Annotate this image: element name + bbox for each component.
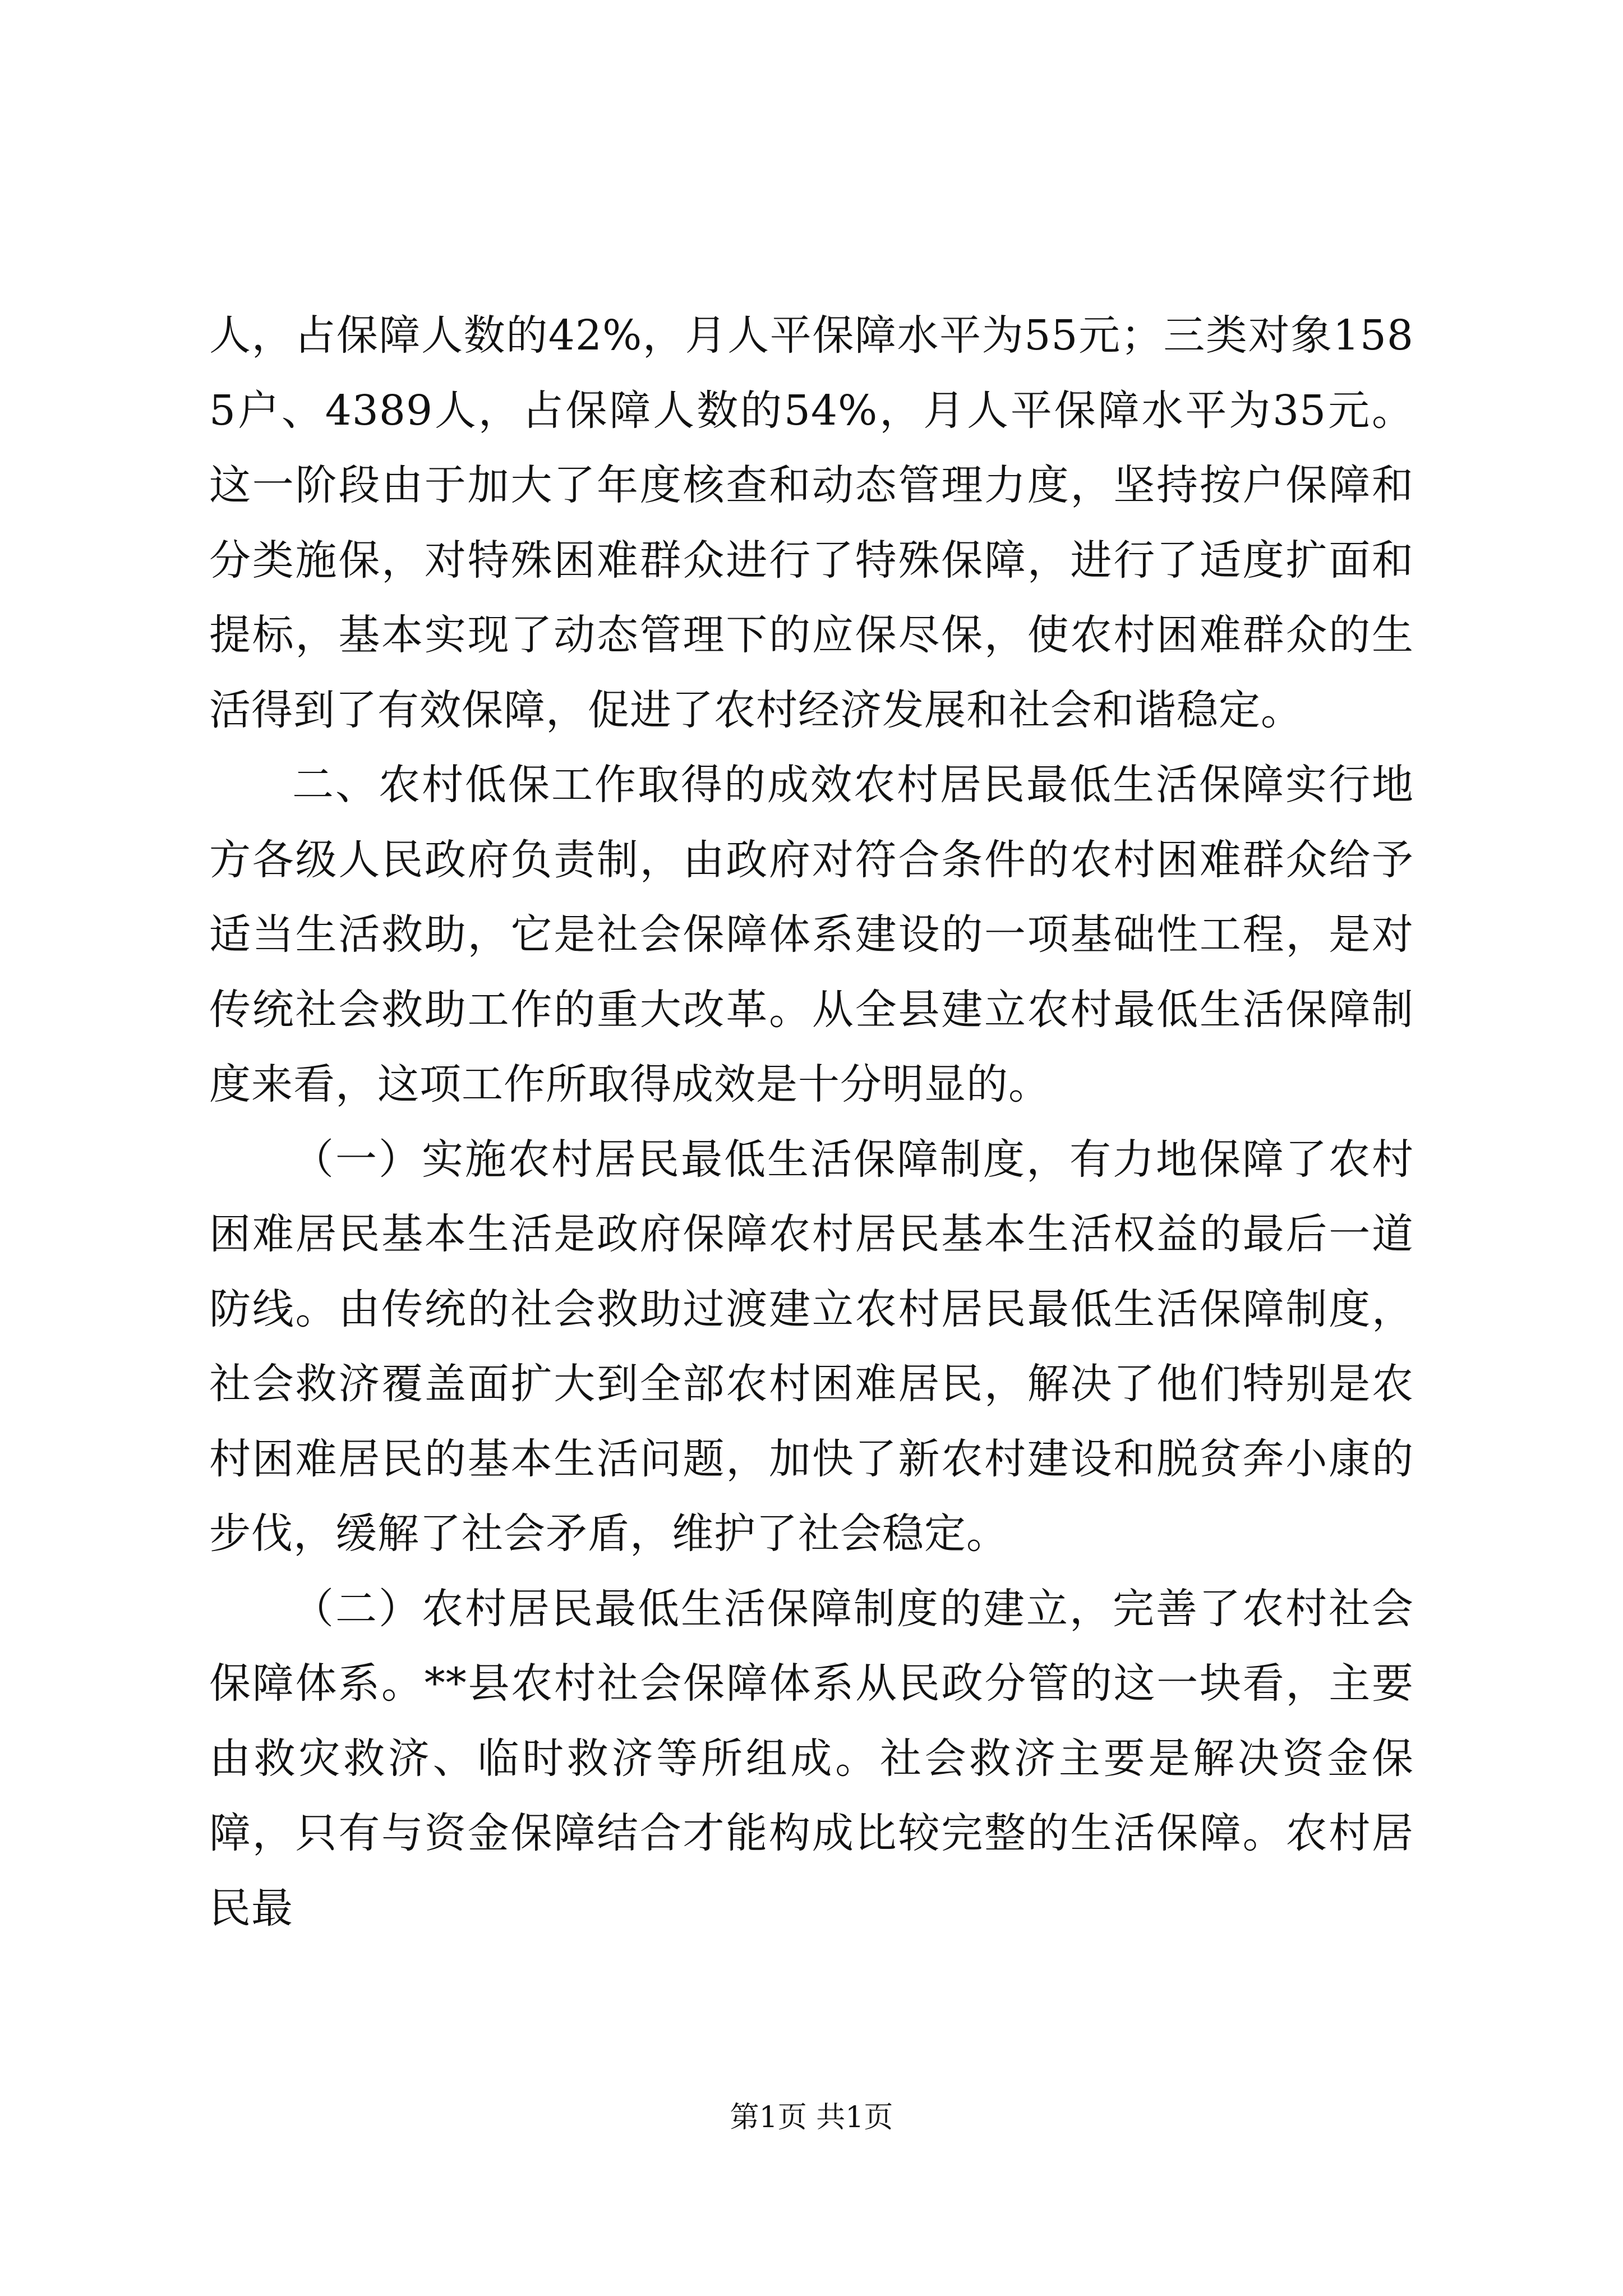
paragraph-2: 二、农村低保工作取得的成效农村居民最低生活保障实行地方各级人民政府负责制，由政府对符合条件的农村困难群众给予适当生活救助，它是社会保障体系建设的一项基础性工程，是对传统社会救助工作的重大改革。从全县建立农村最低生活保障制度来看，这项工作所取得成效是十分明显的。 bbox=[209, 761, 1414, 1108]
page-footer: 第1页 共1页 bbox=[730, 2101, 893, 2134]
document-body bbox=[209, 298, 1414, 1946]
paragraph-3: （一）实施农村居民最低生活保障制度，有力地保障了农村困难居民基本生活是政府保障农村居民基本生活权益的最后一道防线。由传统的社会救助过渡建立农村居民最低生活保障制度，社会救济覆盖面扩大到全部农村困难居民，解决了他们特别是农村困难居民的基本生活问题，加快了新农村建设和脱贫奔小康的步伐，缓解了社会矛盾，维护了社会稳定。 bbox=[209, 1135, 1414, 1558]
paragraph-4: （二）农村居民最低生活保障制度的建立，完善了农村社会保障体系。**县农村社会保障体系从民政分管的这一块看，主要由救灾救济、临时救济等所组成。社会救济主要是解决资金保障，只有与资金保障结合才能构成比较完整的生活保障。农村居民最 bbox=[209, 1584, 1414, 1932]
paragraph-1: 人，占保障人数的42%，月人平保障水平为55元；三类对象1585户、4389人，占保障人数的54%，月人平保障水平为35元。这一阶段由于加大了年度核查和动态管理力度，坚持按户保障和分类施保，对特殊困难群众进行了特殊保障，进行了适度扩面和提标，基本实现了动态管理下的应保尽保，使农村困难群众的生活得到了有效保障，促进了农村经济发展和社会和谐稳定。 bbox=[209, 311, 1414, 734]
